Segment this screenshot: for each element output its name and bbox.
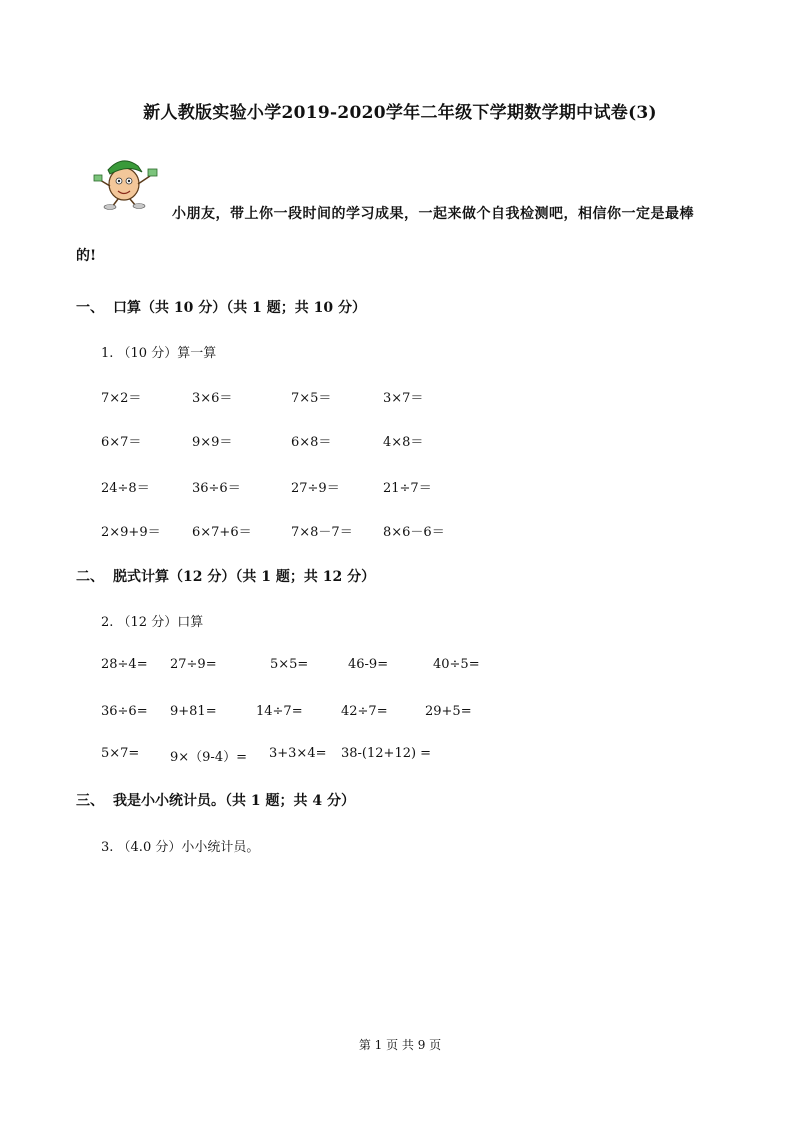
section-number: 三、 <box>76 793 104 809</box>
math-problem: 3×6＝ <box>192 391 233 406</box>
intro-text-line1: 小朋友，带上你一段时间的学习成果，一起来做个自我检测吧，相信你一定是最棒 <box>172 206 694 222</box>
section-title: 口算（共 10 分）（共 1 题；共 10 分） <box>113 300 366 316</box>
math-problem: 2×9+9＝ <box>101 525 161 540</box>
math-problem: 27÷9＝ <box>291 481 340 496</box>
math-problem: 14÷7= <box>256 704 303 719</box>
math-problem: 6×7+6＝ <box>192 525 252 540</box>
section-title: 我是小小统计员。（共 1 题；共 4 分） <box>113 793 355 809</box>
math-problem: 3×7＝ <box>383 391 424 406</box>
math-problem: 3+3×4= <box>269 746 327 761</box>
math-problem: 6×8＝ <box>291 435 332 450</box>
question-label: 1. （10 分）算一算 <box>101 346 217 361</box>
question-label: 3. （4.0 分）小小统计员。 <box>101 840 260 855</box>
page-footer: 第 1 页 共 9 页 <box>358 1038 442 1052</box>
intro-text-line2: 的! <box>76 248 97 264</box>
math-problem: 36÷6＝ <box>192 481 241 496</box>
math-problem: 9×（9-4）= <box>170 750 247 765</box>
math-problem: 8×6－6＝ <box>383 525 445 540</box>
section-title: 脱式计算（12 分）（共 1 题；共 12 分） <box>113 569 376 585</box>
math-problem: 40÷5= <box>433 657 480 672</box>
math-problem: 21÷7＝ <box>383 481 432 496</box>
section-number: 二、 <box>76 569 104 585</box>
math-problem: 36÷6= <box>101 704 148 719</box>
question-label: 2. （12 分）口算 <box>101 615 204 630</box>
math-problem: 6×7＝ <box>101 435 142 450</box>
math-problem: 9+81= <box>170 704 217 719</box>
math-problem: 4×8＝ <box>383 435 424 450</box>
math-problem: 7×2＝ <box>101 391 142 406</box>
math-problem: 29+5= <box>425 704 472 719</box>
math-problem: 28÷4= <box>101 657 148 672</box>
math-problem: 9×9＝ <box>192 435 233 450</box>
math-problem: 38-(12+12) = <box>341 746 432 761</box>
page-title: 新人教版实验小学2019-2020学年二年级下学期数学期中试卷(3) <box>143 103 657 123</box>
math-problem: 7×8－7＝ <box>291 525 353 540</box>
section-number: 一、 <box>76 300 104 316</box>
math-problem: 5×7= <box>101 746 140 761</box>
math-problem: 27÷9= <box>170 657 217 672</box>
math-problem: 46-9= <box>348 657 389 672</box>
math-problem: 7×5＝ <box>291 391 332 406</box>
math-problem: 42÷7= <box>341 704 388 719</box>
math-problem: 24÷8＝ <box>101 481 150 496</box>
mascot-illustration <box>92 150 162 210</box>
math-problem: 5×5= <box>270 657 309 672</box>
